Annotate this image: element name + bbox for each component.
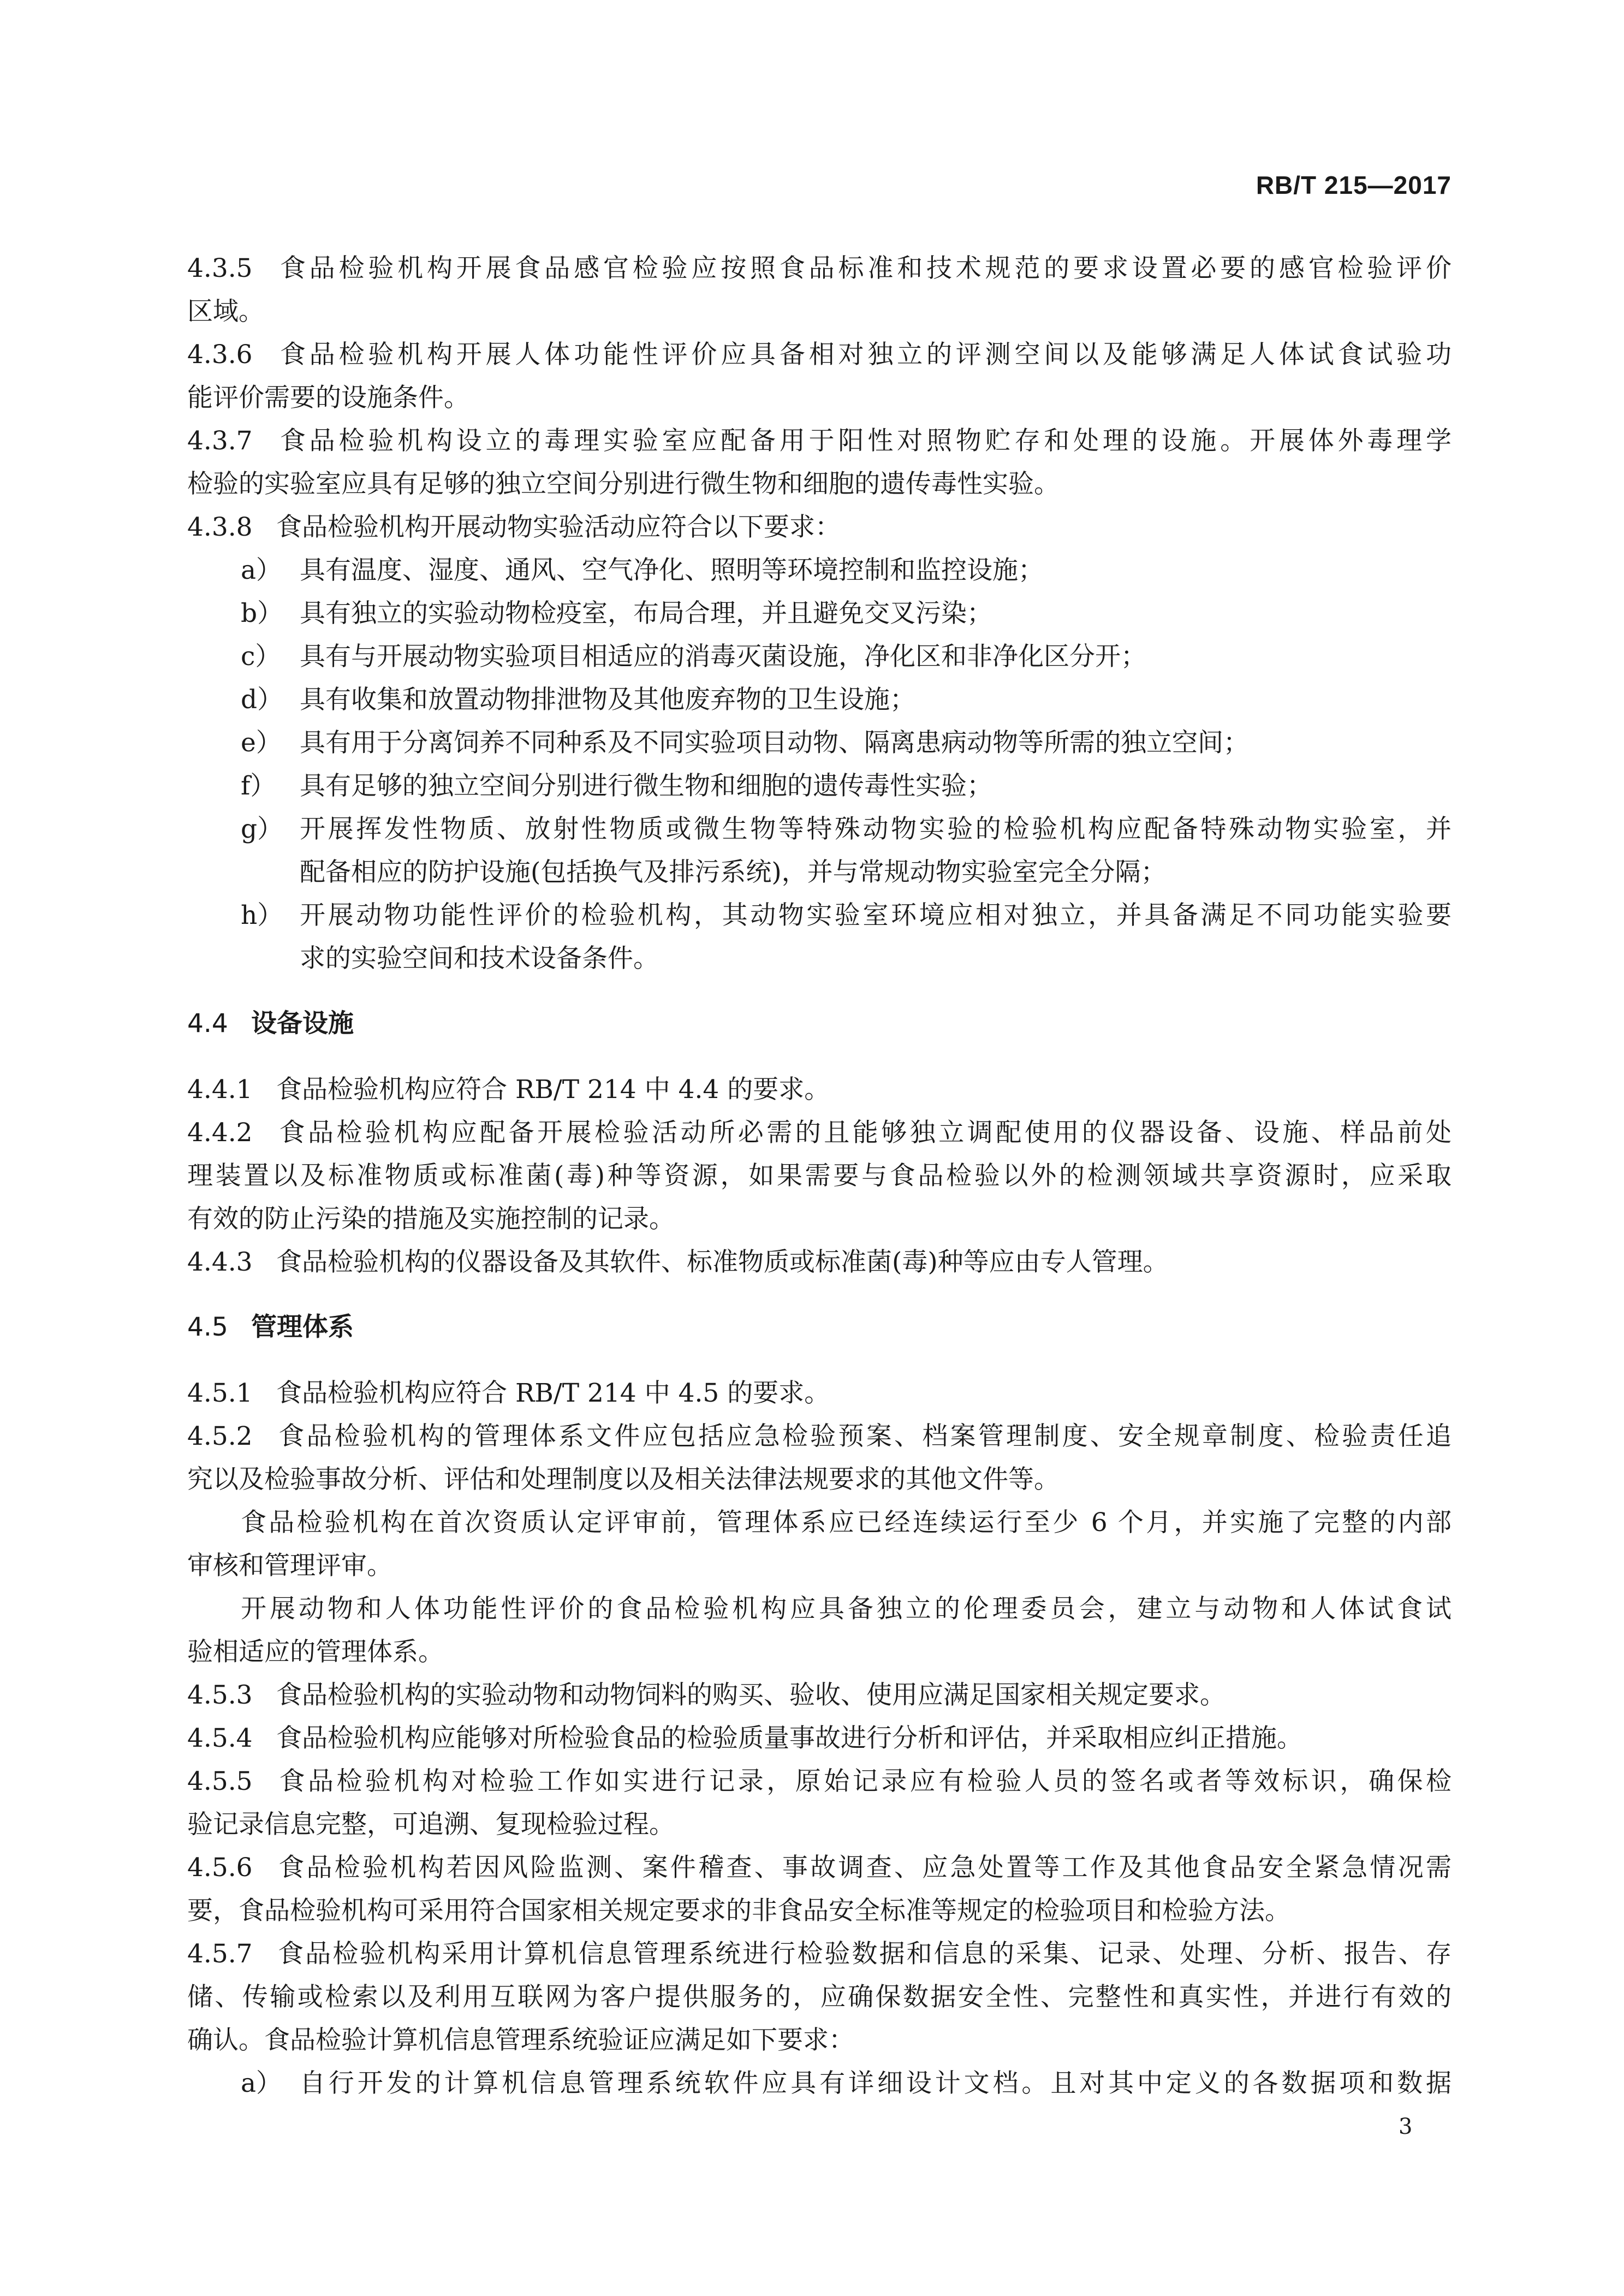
line-text: 食品检验机构开展动物实验活动应符合以下要求：	[276, 512, 841, 542]
line-text: 具有独立的实验动物检疫室，布局合理，并且避免交叉污染；	[300, 598, 992, 628]
document-body	[187, 247, 1452, 2105]
clause-number: 4.5.1	[187, 1378, 253, 1408]
section-title: 管理体系	[251, 1312, 354, 1342]
line-text: 食品检验机构应符合 RB/T 214 中 4.5 的要求。	[276, 1378, 830, 1408]
clause-number: 4.5.4	[187, 1723, 253, 1753]
text-line	[241, 764, 1452, 808]
text-line	[187, 1544, 1452, 1587]
clause	[187, 1717, 1452, 1760]
clause	[187, 1415, 1452, 1501]
text-line	[241, 635, 1452, 678]
text-line	[187, 1068, 1452, 1111]
text-line	[187, 333, 1452, 376]
line-text: 食品检验机构在首次资质认定评审前，管理体系应已经连续运行至少 6 个月，并实施了完整的内部	[241, 1508, 1452, 1538]
line-text: 开展动物功能性评价的检验机构，其动物实验室环境应相对独立，并具备满足不同功能实验要	[300, 900, 1452, 930]
line-text: 食品检验机构应能够对所检验食品的检验质量事故进行分析和评估，并采取相应纠正措施。	[276, 1723, 1302, 1753]
clause	[187, 1846, 1452, 1932]
line-text: 具有与开展动物实验项目相适应的消毒灭菌设施，净化区和非净化区分开；	[300, 642, 1146, 672]
section-number: 4.4	[187, 1008, 228, 1039]
line-text: 有效的防止污染的措施及实施控制的记录。	[187, 1204, 675, 1234]
line-text: 食品检验机构开展食品感官检验应按照食品标准和技术规范的要求设置必要的感官检验评价	[276, 253, 1452, 283]
section-title: 设备设施	[251, 1008, 354, 1039]
line-text: 自行开发的计算机信息管理系统软件应具有详细设计文档。且对其中定义的各数据项和数据	[300, 2068, 1452, 2098]
line-text: 食品检验机构若因风险监测、案件稽查、事故调查、应急处置等工作及其他食品安全紧急情况需	[276, 1853, 1452, 1883]
text-line	[187, 1415, 1452, 1458]
text-line	[187, 1154, 1452, 1197]
text-line	[187, 290, 1452, 333]
clause	[187, 419, 1452, 506]
line-text: 检验的实验室应具有足够的独立空间分别进行微生物和细胞的遗传毒性实验。	[187, 469, 1060, 499]
line-text: 验记录信息完整，可追溯、复现检验过程。	[187, 1809, 675, 1840]
text-line	[187, 2019, 1452, 2062]
line-text: 验相适应的管理体系。	[187, 1637, 444, 1667]
clause	[187, 1674, 1452, 1717]
text-line	[187, 1197, 1452, 1241]
text-line	[300, 851, 1452, 894]
paragraph	[187, 1501, 1452, 1587]
line-text: 食品检验机构的管理体系文件应包括应急检验预案、档案管理制度、安全规章制度、检验责任追	[276, 1421, 1452, 1451]
text-line	[187, 1846, 1452, 1889]
text-line	[187, 376, 1452, 419]
text-line	[187, 247, 1452, 290]
list-item	[187, 721, 1452, 764]
line-text: 具有温度、湿度、通风、空气净化、照明等环境控制和监控设施；	[300, 555, 1044, 585]
text-line	[241, 592, 1452, 635]
text-line	[187, 1501, 1452, 1544]
clause	[187, 1932, 1452, 2062]
clause-number: 4.4.1	[187, 1075, 253, 1105]
line-text: 配备相应的防护设施(包括换气及排污系统)，并与常规动物实验室完全分隔；	[300, 857, 1167, 887]
text-line	[300, 937, 1452, 980]
clause-number: 4.3.7	[187, 426, 253, 456]
section-number: 4.5	[187, 1312, 228, 1342]
clause-number: 4.5.6	[187, 1853, 253, 1883]
clause	[187, 1760, 1452, 1846]
clause-number: 4.5.7	[187, 1939, 253, 1969]
text-line	[241, 721, 1452, 764]
line-text: 要，食品检验机构可采用符合国家相关规定要求的非食品安全标准等规定的检验项目和检验方法。	[187, 1896, 1290, 1926]
clause-number: 4.4.3	[187, 1247, 253, 1277]
line-text: 食品检验机构采用计算机信息管理系统进行检验数据和信息的采集、记录、处理、分析、报告、存	[276, 1939, 1452, 1969]
text-line	[187, 1803, 1452, 1846]
clause	[187, 1372, 1452, 1415]
clause-number: 4.5.2	[187, 1421, 253, 1451]
paragraph	[187, 1587, 1452, 1674]
list-item	[187, 678, 1452, 721]
text-line	[187, 1975, 1452, 2019]
text-line	[241, 808, 1452, 851]
list-item	[187, 635, 1452, 678]
item-label: h）	[241, 900, 283, 930]
section-heading	[187, 1306, 1452, 1349]
line-text: 具有收集和放置动物排泄物及其他废弃物的卫生设施；	[300, 685, 915, 715]
clause	[187, 506, 1452, 549]
line-text: 食品检验机构的实验动物和动物饲料的购买、验收、使用应满足国家相关规定要求。	[276, 1680, 1226, 1710]
text-line	[187, 1717, 1452, 1760]
text-line	[241, 894, 1452, 937]
text-line	[241, 2062, 1452, 2105]
item-label: c）	[241, 642, 281, 672]
item-label: b）	[241, 598, 283, 628]
line-text: 能评价需要的设施条件。	[187, 383, 469, 413]
text-line	[187, 1674, 1452, 1717]
list-item	[187, 764, 1452, 808]
list-item	[187, 808, 1452, 894]
item-label: a）	[241, 2068, 282, 2098]
clause-number: 4.5.5	[187, 1766, 253, 1796]
text-line	[187, 1760, 1452, 1803]
list-item	[187, 549, 1452, 592]
line-text: 储、传输或检索以及利用互联网为客户提供服务的，应确保数据安全性、完整性和真实性，并进行有效的	[187, 1982, 1452, 2012]
item-label: a）	[241, 555, 282, 585]
line-text: 开展动物和人体功能性评价的食品检验机构应具备独立的伦理委员会，建立与动物和人体试食试	[241, 1594, 1452, 1624]
line-text: 食品检验机构设立的毒理实验室应配备用于阳性对照物贮存和处理的设施。开展体外毒理学	[276, 426, 1452, 456]
document-code: RB/T 215—2017	[1256, 171, 1452, 199]
line-text: 食品检验机构的仪器设备及其软件、标准物质或标准菌(毒)种等应由专人管理。	[276, 1247, 1169, 1277]
text-line	[241, 678, 1452, 721]
clause	[187, 1068, 1452, 1111]
section-heading	[187, 1002, 1452, 1045]
clause	[187, 1111, 1452, 1241]
clause-number: 4.5.3	[187, 1680, 253, 1710]
text-line	[187, 1630, 1452, 1674]
text-line	[187, 1587, 1452, 1630]
clause	[187, 1241, 1452, 1284]
clause	[187, 333, 1452, 419]
text-line	[187, 419, 1452, 462]
page-number: 3	[1399, 2114, 1413, 2139]
line-text: 食品检验机构应配备开展检验活动所必需的且能够独立调配使用的仪器设备、设施、样品前处	[276, 1118, 1452, 1148]
clause-number: 4.3.6	[187, 340, 253, 370]
item-label: e）	[241, 728, 282, 758]
line-text: 食品检验机构开展人体功能性评价应具备相对独立的评测空间以及能够满足人体试食试验功	[276, 340, 1452, 370]
item-label: d）	[241, 685, 283, 715]
text-line	[187, 1111, 1452, 1154]
text-line	[241, 549, 1452, 592]
text-line	[187, 506, 1452, 549]
text-line	[187, 1932, 1452, 1975]
text-line	[187, 1372, 1452, 1415]
line-text: 具有用于分离饲养不同种系及不同实验项目动物、隔离患病动物等所需的独立空间；	[300, 728, 1249, 758]
text-line	[187, 462, 1452, 506]
item-label: f）	[241, 771, 276, 801]
line-text: 食品检验机构应符合 RB/T 214 中 4.4 的要求。	[276, 1075, 830, 1105]
clause-number: 4.4.2	[187, 1118, 253, 1148]
line-text: 理装置以及标准物质或标准菌(毒)种等资源，如果需要与食品检验以外的检测领域共享资源时，应采取	[187, 1161, 1452, 1191]
clause-number: 4.3.5	[187, 253, 253, 283]
list-item	[187, 2062, 1452, 2105]
line-text: 究以及检验事故分析、评估和处理制度以及相关法律法规要求的其他文件等。	[187, 1464, 1060, 1494]
line-text: 食品检验机构对检验工作如实进行记录，原始记录应有检验人员的签名或者等效标识，确保检	[276, 1766, 1452, 1796]
text-line	[187, 1458, 1452, 1501]
line-text: 确认。食品检验计算机信息管理系统验证应满足如下要求：	[187, 2025, 854, 2055]
list-item	[187, 894, 1452, 980]
clause	[187, 247, 1452, 333]
line-text: 具有足够的独立空间分别进行微生物和细胞的遗传毒性实验；	[300, 771, 992, 801]
item-label: g）	[241, 814, 283, 844]
line-text: 求的实验空间和技术设备条件。	[300, 944, 659, 974]
line-text: 审核和管理评审。	[187, 1551, 392, 1581]
line-text: 区域。	[187, 296, 264, 327]
clause-number: 4.3.8	[187, 512, 253, 542]
text-line	[187, 1889, 1452, 1932]
line-text: 开展挥发性物质、放射性物质或微生物等特殊动物实验的检验机构应配备特殊动物实验室，并	[300, 814, 1452, 844]
text-line	[187, 1241, 1452, 1284]
list-item	[187, 592, 1452, 635]
